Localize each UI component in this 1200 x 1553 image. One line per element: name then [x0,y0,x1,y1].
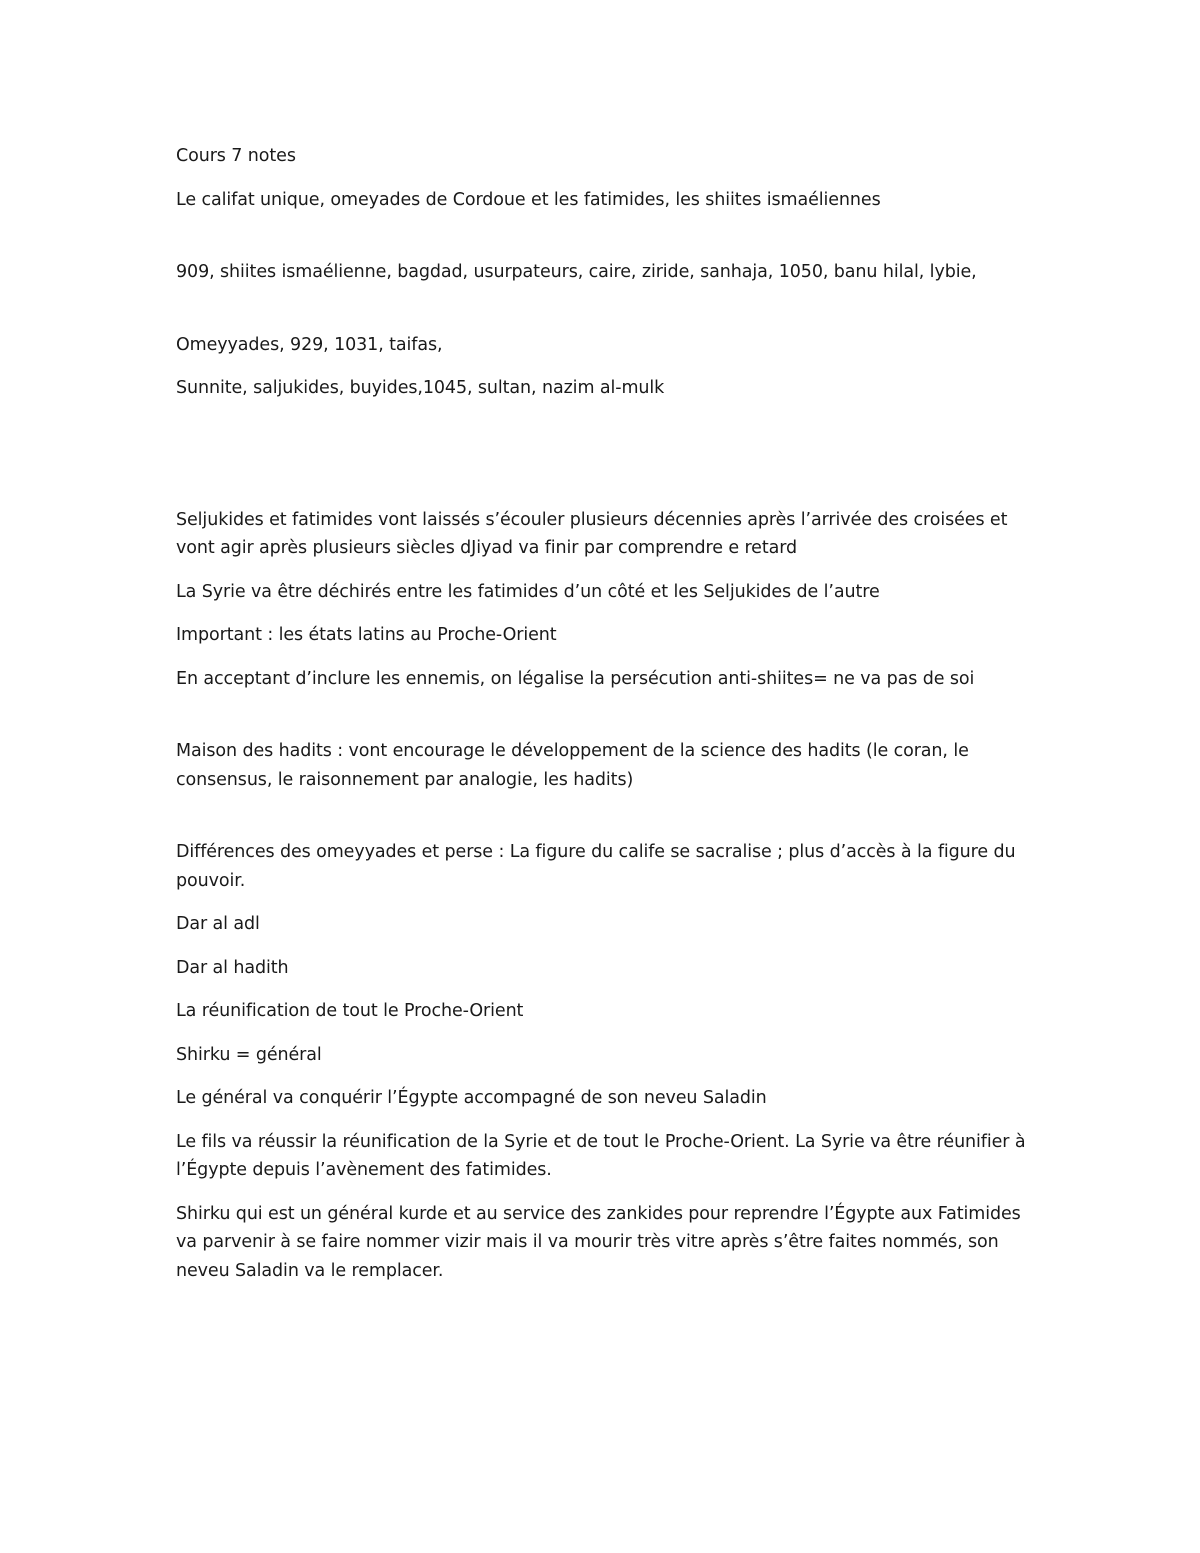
paragraph-seljukides: Seljukides et fatimides vont laissés s’écouler plusieurs décennies après l’arrivée des croisées et vont agir après plusieurs siècles dJiyad va finir par comprendre e retard [176,509,1008,558]
document-body [176,142,1032,1285]
paragraph-shirku-vizir: Shirku qui est un général kurde et au service des zankides pour reprendre l’Égypte aux Fatimides va parvenir à se faire nommer vizir mais il va mourir très vitre après s’être faites nommés, son neveu Saladin va le remplacer. [176,1203,1021,1281]
document-title: Cours 7 notes [176,146,296,166]
paragraph-dar-al-hadith: Dar al hadith [176,957,289,978]
paragraph-maison-hadits: Maison des hadits : vont encourage le développement de la science des hadits (le coran, le consensus, le raisonnement par analogie, les hadits) [176,741,969,790]
paragraph-differences: Différences des omeyyades et perse : La figure du calife se sacralise ; plus d’accès à la figure du pouvoir. [176,842,1016,891]
paragraph-sunnite-keywords: Sunnite, saljukides, buyides,1045, sultan, nazim al-mulk [176,378,665,398]
paragraph-shirku: Shirku = général [176,1044,322,1065]
paragraph-important: Important : les états latins au Proche-Orient [176,625,557,645]
paragraph-reunification: La réunification de tout le Proche-Orient [176,1001,524,1021]
paragraph-subtitle: Le califat unique, omeyades de Cordoue et les fatimides, les shiites ismaéliennes [176,189,881,210]
paragraph-general: Le général va conquérir l’Égypte accompagné de son neveu Saladin [176,1088,767,1108]
paragraph-fatimid-keywords: 909, shiites ismaélienne, bagdad, usurpateurs, caire, ziride, sanhaja, 1050, banu hilal, lybie, [176,262,977,282]
paragraph-omeyyad-keywords: Omeyyades, 929, 1031, taifas, [176,334,443,355]
paragraph-fils: Le fils va réussir la réunification de la Syrie et de tout le Proche-Orient. La Syrie va être réunifier à l’Égypte depuis l’avènement des fatimides. [176,1131,1026,1180]
paragraph-ennemis: En acceptant d’inclure les ennemis, on légalise la persécution anti-shiites= ne va pas de soi [176,668,975,689]
paragraph-dar-al-adl: Dar al adl [176,914,260,934]
paragraph-syrie: La Syrie va être déchirés entre les fatimides d’un côté et les Seljukides de l’autre [176,581,880,602]
